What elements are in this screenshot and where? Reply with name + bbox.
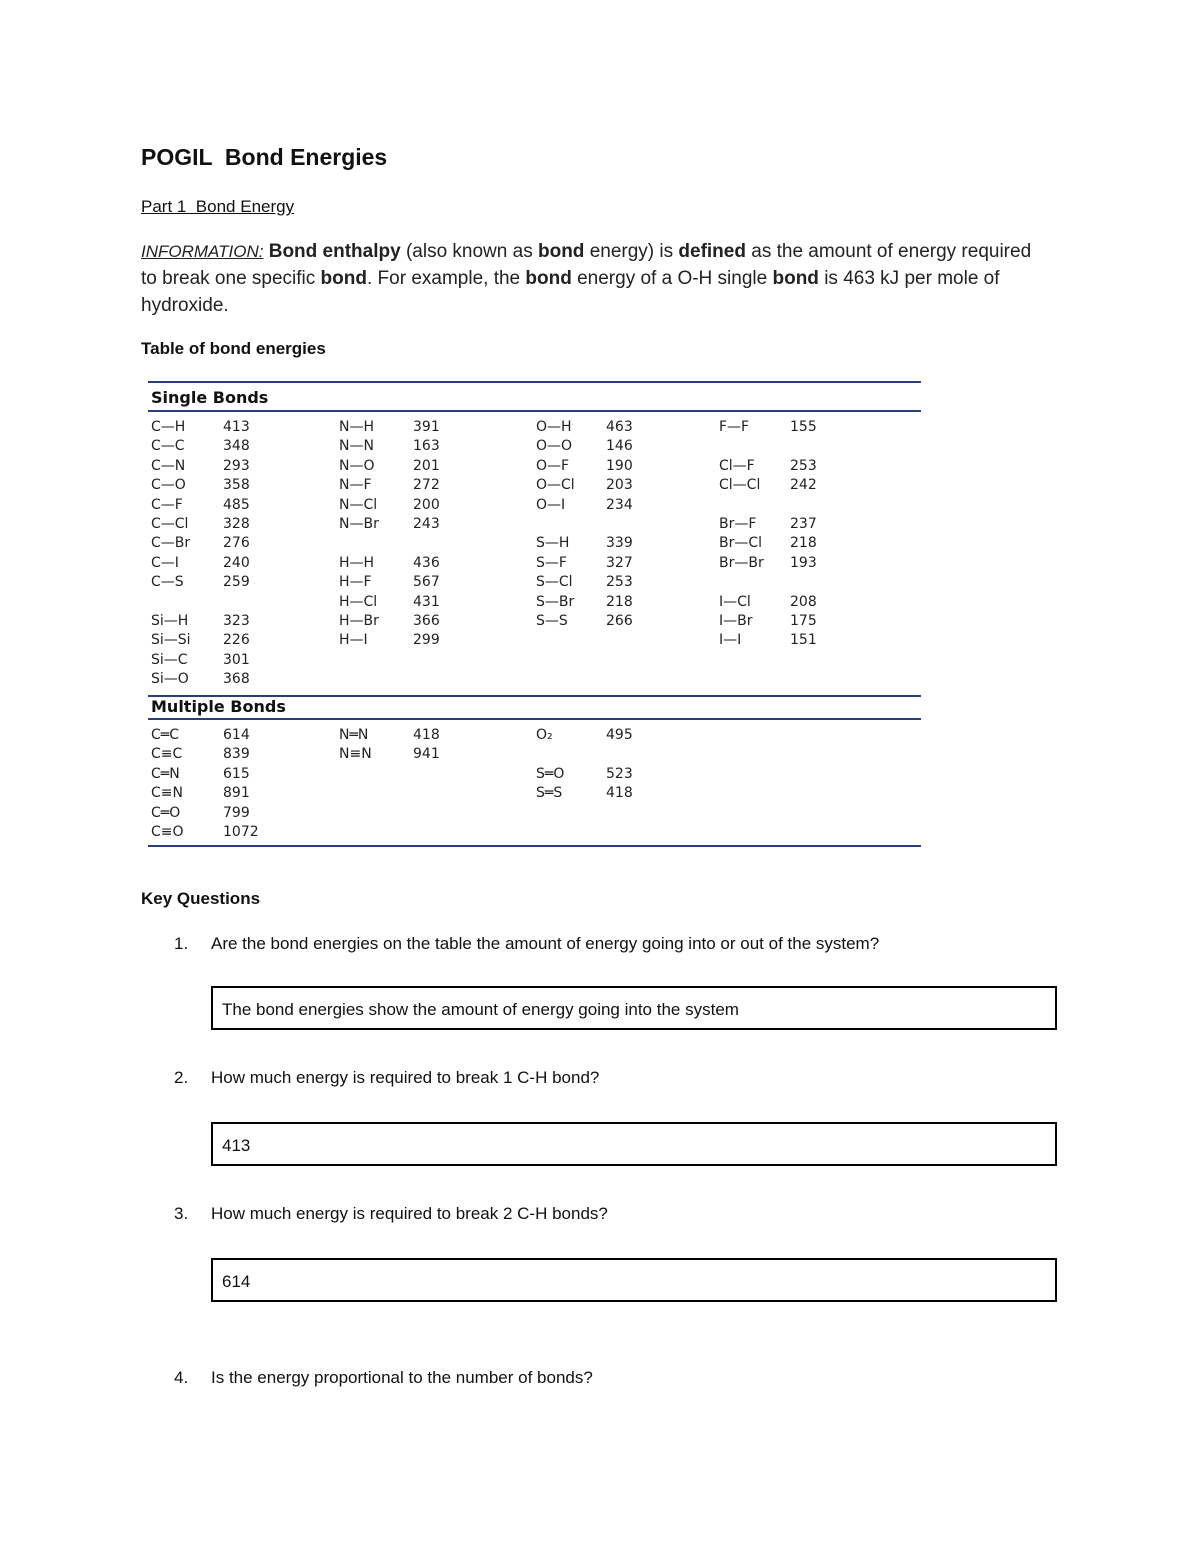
- information-segment: defined: [678, 241, 746, 262]
- bond-energy-value: 323: [223, 613, 250, 629]
- bond-energy-value: 240: [223, 554, 250, 571]
- bond-energy-value: 201: [413, 457, 440, 474]
- bond-energy-value: 293: [223, 457, 250, 474]
- bond-energy-value: 463: [606, 419, 633, 435]
- question-text: How much energy is required to break 1 C-H bond?: [211, 1068, 600, 1087]
- bond-energy-value: 799: [223, 804, 250, 821]
- bond-energy-value: 839: [223, 746, 250, 763]
- bond-name: Si—C: [151, 651, 188, 668]
- bond-name: C≡C: [151, 746, 183, 763]
- bond-energy-value: 237: [790, 516, 817, 532]
- information-segment: energy of a O-H single: [571, 268, 773, 289]
- bond-energy-value: 391: [413, 419, 440, 435]
- answer-box-1[interactable]: The bond energies show the amount of energy going into the system: [211, 986, 1057, 1030]
- bond-energy-value: 1072: [223, 824, 259, 840]
- information-paragraph: [141, 238, 1041, 319]
- bond-name: N—O: [339, 457, 375, 474]
- bond-energy-value: 431: [413, 593, 440, 610]
- bond-name: O—I: [536, 496, 566, 513]
- information-segment: bond: [320, 268, 367, 289]
- bond-name: S—S: [536, 613, 568, 629]
- table-rule: [148, 845, 921, 847]
- question-number: 2.: [174, 1068, 189, 1087]
- bond-name: I—Br: [719, 613, 753, 629]
- question-4: [174, 1368, 593, 1388]
- bond-energy-value: 436: [413, 554, 440, 571]
- question-text: How much energy is required to break 2 C-H bonds?: [211, 1204, 608, 1223]
- bond-energy-value: 218: [790, 535, 817, 552]
- bond-name: H—Br: [339, 613, 379, 629]
- bond-name: C—I: [151, 554, 179, 571]
- bond-name: O₂: [536, 727, 553, 743]
- bond-name: I—I: [719, 632, 742, 649]
- bond-energy-value: 155: [790, 419, 817, 435]
- bond-energy-value: 339: [606, 535, 633, 552]
- bond-energy-value: 301: [223, 651, 250, 668]
- bond-name: N—H: [339, 419, 374, 435]
- information-segment: (also known as: [400, 241, 538, 262]
- bond-energy-value: 366: [413, 613, 440, 629]
- bond-name: C—C: [151, 438, 185, 455]
- bond-energy-value: 567: [413, 574, 440, 591]
- bond-energy-value: 418: [413, 727, 440, 743]
- information-segment: as the amount of energy required to break one specific: [141, 241, 1032, 289]
- bond-energy-value: 190: [606, 457, 633, 474]
- bond-name: C—S: [151, 574, 184, 591]
- information-segment: . For example, the: [366, 268, 526, 289]
- bond-name: C═O: [151, 804, 181, 821]
- bond-energy-value: 941: [413, 746, 440, 763]
- bond-energy-value: 146: [606, 438, 633, 455]
- bond-energy-value: 891: [223, 785, 250, 802]
- question-number: 1.: [174, 934, 189, 953]
- question-2: [174, 1068, 599, 1088]
- bond-energy-value: 253: [606, 574, 633, 591]
- bond-energy-value: 327: [606, 554, 633, 571]
- table-rule: [148, 381, 921, 383]
- bond-name: H—H: [339, 554, 375, 571]
- bond-name: H—F: [339, 574, 372, 591]
- answer-box-2[interactable]: 413: [211, 1122, 1057, 1166]
- bond-name: O—Cl: [536, 477, 575, 494]
- bond-name: O—H: [536, 419, 572, 435]
- question-1: [174, 934, 879, 954]
- bond-energy-value: 413: [223, 419, 250, 435]
- bond-energy-value: 299: [413, 632, 440, 649]
- bond-energy-value: 614: [223, 727, 250, 743]
- bond-name: Br—Br: [719, 554, 764, 571]
- bond-energy-value: 358: [223, 477, 250, 494]
- bond-name: I—Cl: [719, 593, 751, 610]
- bond-name: C≡O: [151, 824, 184, 840]
- bond-name: C—F: [151, 496, 183, 513]
- bond-name: S—F: [536, 554, 567, 571]
- bond-energy-value: 200: [413, 496, 440, 513]
- bond-energy-value: 368: [223, 671, 250, 688]
- bond-energy-value: 163: [413, 438, 440, 455]
- bond-name: S—H: [536, 535, 570, 552]
- question-text: Are the bond energies on the table the amount of energy going into or out of the system?: [211, 934, 880, 953]
- table-rule: [148, 718, 921, 720]
- bond-energy-value: 193: [790, 554, 817, 571]
- bond-name: H—I: [339, 632, 368, 649]
- question-number: 3.: [174, 1204, 189, 1223]
- bond-name: O—O: [536, 438, 573, 455]
- bond-energy-value: 226: [223, 632, 250, 649]
- bond-energy-value: 348: [223, 438, 250, 455]
- table-title: Table of bond energies: [141, 339, 326, 358]
- information-segment: is 463 kJ per mole of hydroxide.: [141, 268, 1000, 316]
- page-title: POGIL Bond Energies: [141, 144, 388, 170]
- bond-name: C—Cl: [151, 516, 189, 532]
- bond-name: N—N: [339, 438, 374, 455]
- bond-energy-value: 253: [790, 457, 817, 474]
- bond-name: Br—F: [719, 516, 757, 532]
- information-label: INFORMATION:: [141, 242, 264, 261]
- multiple-bonds-heading: Multiple Bonds: [151, 697, 286, 716]
- bond-name: Si—Si: [151, 632, 191, 649]
- bond-energy-value: 234: [606, 496, 633, 513]
- bond-name: C—Br: [151, 535, 191, 552]
- bond-energy-value: 276: [223, 535, 250, 552]
- information-segment: bond: [525, 268, 572, 289]
- bond-energy-value: 418: [606, 785, 633, 802]
- bond-name: O—F: [536, 457, 570, 474]
- bond-name: F—F: [719, 419, 750, 435]
- key-questions-heading: Key Questions: [141, 889, 261, 908]
- bond-name: S—Cl: [536, 574, 573, 591]
- question-3: [174, 1204, 608, 1224]
- bond-name: C═C: [151, 727, 179, 743]
- bond-name: N—Cl: [339, 496, 378, 513]
- bond-name: Cl—F: [719, 457, 755, 474]
- information-segment: bond: [537, 241, 585, 262]
- information-segment: energy) is: [584, 241, 679, 262]
- bond-energy-value: 495: [606, 727, 633, 743]
- bond-name: H—Cl: [339, 593, 378, 610]
- bond-name: N≡N: [339, 746, 372, 763]
- bond-name: Si—O: [151, 671, 189, 688]
- bond-name: N—Br: [339, 516, 379, 532]
- bond-energy-value: 218: [606, 593, 633, 610]
- bond-energy-value: 242: [790, 477, 817, 494]
- bond-name: S—Br: [536, 593, 575, 610]
- bond-name: C—O: [151, 477, 186, 494]
- question-number: 4.: [174, 1368, 189, 1387]
- information-text: [141, 241, 1031, 316]
- table-rule: [148, 410, 921, 412]
- question-text: Is the energy proportional to the number of bonds?: [211, 1368, 593, 1387]
- bond-name: N—F: [339, 477, 372, 494]
- bond-energy-table: [148, 379, 921, 849]
- bond-energy-value: 259: [223, 574, 250, 591]
- bond-energy-value: 175: [790, 613, 817, 629]
- bond-name: Br—Cl: [719, 535, 763, 552]
- bond-energy-value: 485: [223, 496, 250, 513]
- bond-energy-value: 523: [606, 765, 633, 782]
- bond-name: C≡N: [151, 785, 183, 802]
- bond-energy-value: 151: [790, 632, 817, 649]
- bond-name: Si—H: [151, 613, 189, 629]
- bond-name: Cl—Cl: [719, 477, 761, 494]
- bond-energy-value: 328: [223, 516, 250, 532]
- bond-energy-value: 243: [413, 516, 440, 532]
- bond-energy-value: 266: [606, 613, 633, 629]
- information-segment: bond: [772, 268, 819, 289]
- bond-energy-value: 208: [790, 593, 817, 610]
- bond-name: S═O: [536, 765, 565, 782]
- bond-energy-value: 272: [413, 477, 440, 494]
- bond-energy-value: 203: [606, 477, 633, 494]
- single-bonds-heading: Single Bonds: [151, 388, 269, 407]
- bond-name: C═N: [151, 765, 180, 782]
- bond-energy-value: 615: [223, 765, 250, 782]
- bond-name: N═N: [339, 727, 369, 743]
- bond-name: C—H: [151, 419, 186, 435]
- bond-name: S═S: [536, 785, 563, 802]
- bond-name: C—N: [151, 457, 186, 474]
- information-segment: Bond enthalpy: [268, 241, 401, 262]
- part-heading: Part 1 Bond Energy: [141, 197, 295, 216]
- answer-box-3[interactable]: 614: [211, 1258, 1057, 1302]
